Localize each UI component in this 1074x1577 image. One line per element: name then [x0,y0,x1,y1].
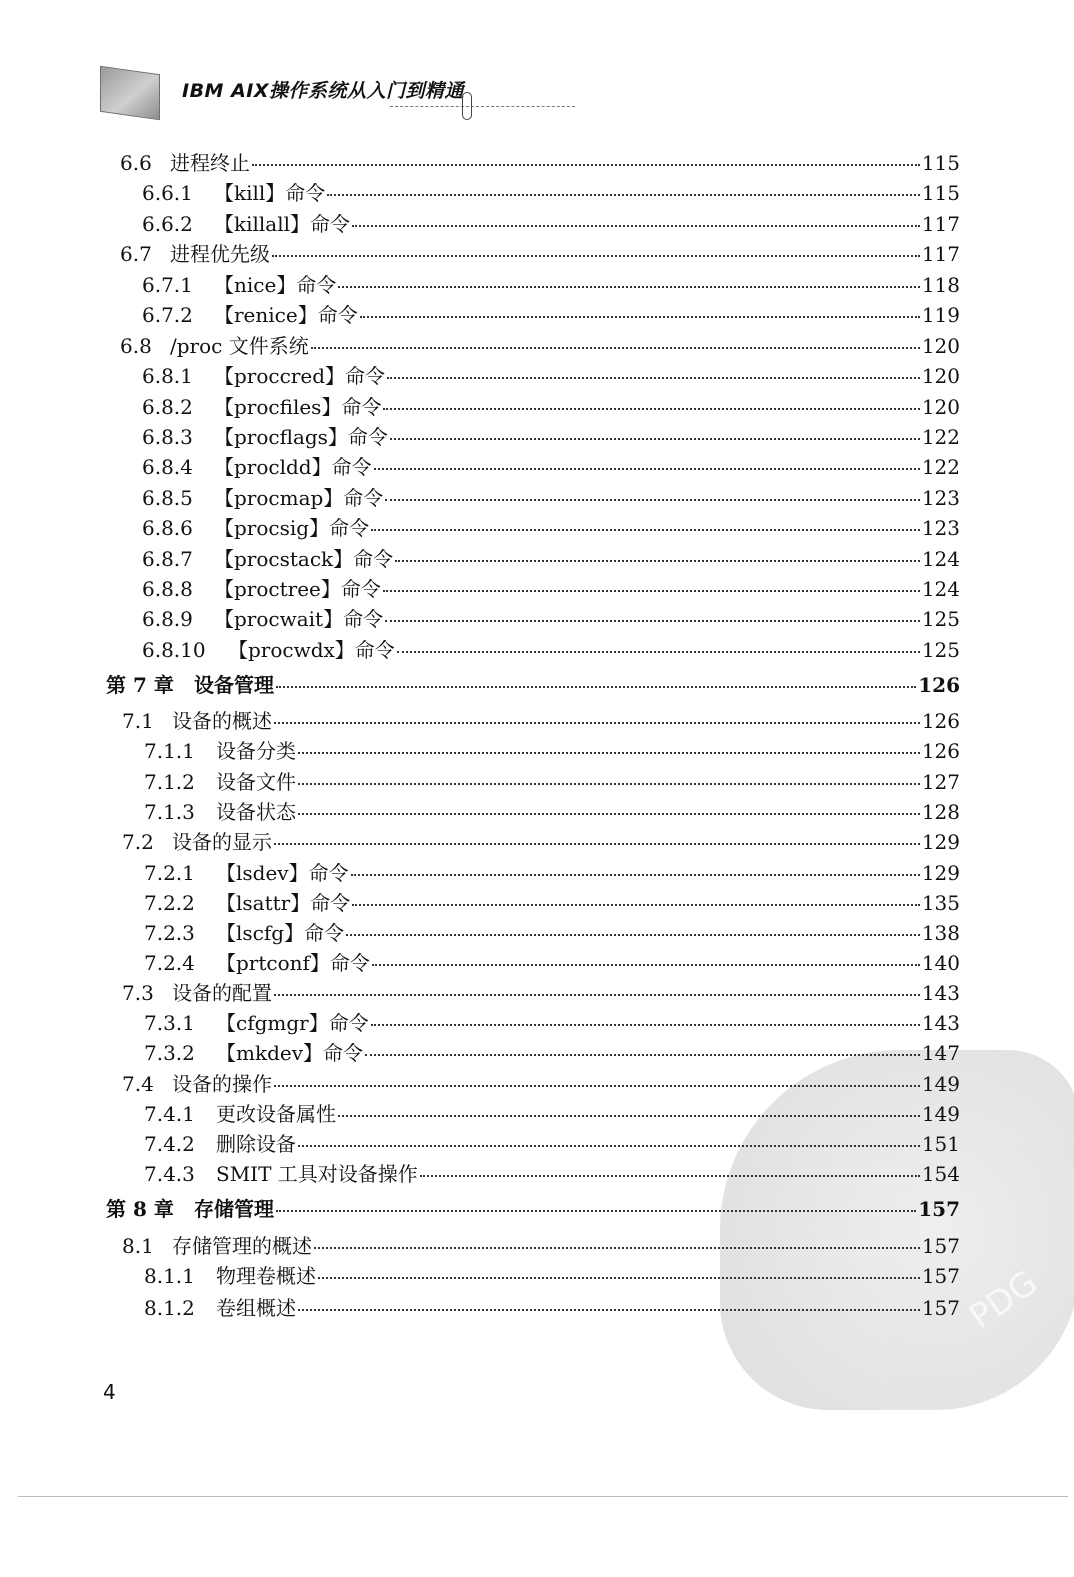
toc-page-number: 157 [921,1234,960,1258]
toc-leader-dots [274,993,920,996]
toc-number: 6.8.9 [142,607,193,631]
toc-page-number: 129 [921,830,960,854]
header-rule [390,106,575,107]
toc-title: SMIT 工具对设备操作 [216,1162,418,1186]
toc-entry [144,1040,960,1066]
toc-title: 【prtconf】命令 [216,951,370,975]
toc-page-number: 149 [921,1072,960,1096]
toc-entry [144,738,960,764]
toc-title: 【procstack】命令 [214,547,394,571]
toc-leader-dots [365,1053,920,1056]
toc-entry [142,485,960,511]
toc-leader-dots [272,254,920,257]
toc-number: 7.2.1 [144,861,195,885]
toc-entry [144,769,960,795]
toc-page-number: 123 [921,516,960,540]
toc-page-number: 120 [921,364,960,388]
toc-title: 设备的配置 [172,981,272,1005]
toc-leader-dots [383,589,920,592]
toc-entry [144,1131,960,1157]
toc-title: 删除设备 [216,1132,296,1156]
toc-leader-dots [383,407,919,410]
toc-number: 7.1.1 [144,739,195,763]
toc-title: 【procwait】命令 [214,607,384,631]
toc-title: 设备文件 [216,770,296,794]
toc-page-number: 120 [921,395,960,419]
toc-title: 【kill】命令 [214,181,326,205]
toc-leader-dots [372,963,920,966]
toc-leader-dots [360,315,920,318]
toc-entry [144,950,960,976]
toc-leader-dots [338,1114,920,1117]
toc-title: 【renice】命令 [214,303,358,327]
toc-leader-dots [352,903,920,906]
toc-entry [144,1101,960,1127]
toc-title: 【procflags】命令 [214,425,388,449]
toc-page-number: 119 [921,303,960,327]
toc-page-number: 135 [921,891,960,915]
toc-number: 7.3 [122,981,154,1005]
toc-entry [144,1161,960,1187]
toc-entry [144,890,960,916]
toc-title: 进程终止 [170,151,250,175]
toc-page-number: 147 [921,1041,960,1065]
toc-number: 6.8.2 [142,395,193,419]
paperclip-icon [462,92,472,120]
toc-title: 【procmap】命令 [214,486,384,510]
toc-leader-dots [327,193,920,196]
toc-chapter-entry [106,672,960,698]
toc-title: 设备的显示 [172,830,272,854]
toc-entry [144,1263,960,1289]
toc-leader-dots [351,873,920,876]
toc-number: 7.3.2 [144,1041,195,1065]
toc-page-number: 125 [921,607,960,631]
toc-entry [142,363,960,389]
toc-leader-dots [298,812,920,815]
toc-page-number: 157 [921,1264,960,1288]
toc-number: 6.8.6 [142,516,193,540]
toc-entry [120,150,960,176]
toc-leader-dots [338,285,919,288]
toc-page-number: 118 [921,273,960,297]
toc-leader-dots [314,1246,920,1249]
toc-title: 【proccred】命令 [214,364,386,388]
toc-page-number: 117 [921,212,960,236]
toc-number: 6.8 [120,334,152,358]
toc-entry [122,980,960,1006]
toc-entry [144,1010,960,1036]
toc-leader-dots [274,721,920,724]
toc-number: 6.8.10 [142,638,206,662]
toc-entry [142,211,960,237]
toc-leader-dots [420,1174,920,1177]
toc-title: 更改设备属性 [216,1102,336,1126]
toc-number: 第 8 章 [106,1197,174,1221]
toc-leader-dots [252,163,920,166]
toc-page-number: 122 [921,455,960,479]
toc-title: 【lsdev】命令 [216,861,349,885]
toc-title: 【lsattr】命令 [216,891,351,915]
toc-page-number: 126 [921,709,960,733]
toc-page-number: 143 [921,1011,960,1035]
toc-title: 设备的操作 [172,1072,272,1096]
toc-number: 6.8.4 [142,455,193,479]
toc-title: 【procfiles】命令 [214,395,382,419]
toc-chapter-entry [106,1196,960,1222]
toc-title: 【killall】命令 [214,212,351,236]
toc-leader-dots [318,1276,920,1279]
toc-title: 进程优先级 [170,242,270,266]
toc-title: 【nice】命令 [214,273,337,297]
toc-title: 设备的概述 [172,709,272,733]
toc-entry [144,920,960,946]
toc-leader-dots [274,1084,920,1087]
toc-leader-dots [385,498,920,501]
toc-page-number: 124 [921,547,960,571]
toc-leader-dots [276,1209,916,1212]
toc-leader-dots [397,650,920,653]
toc-number: 6.8.1 [142,364,193,388]
toc-number: 6.8.8 [142,577,193,601]
page-number: 4 [103,1380,116,1404]
toc-leader-dots [274,842,920,845]
toc-entry [142,546,960,572]
toc-entry [144,1295,960,1321]
toc-number: 7.1.2 [144,770,195,794]
toc-number: 7.2.2 [144,891,195,915]
toc-entry [120,241,960,267]
toc-entry [142,272,960,298]
toc-title: 存储管理的概述 [172,1234,312,1258]
toc-title: /proc 文件系统 [170,334,309,358]
toc-number: 7.3.1 [144,1011,195,1035]
toc-number: 7.2.3 [144,921,195,945]
toc-title: 设备管理 [194,673,274,697]
toc-title: 【procsig】命令 [214,516,370,540]
toc-title: 设备状态 [216,800,296,824]
toc-leader-dots [395,559,920,562]
toc-number: 6.7 [120,242,152,266]
toc-page-number: 124 [921,577,960,601]
toc-title: 设备分类 [216,739,296,763]
toc-number: 6.8.3 [142,425,193,449]
toc-title: 存储管理 [194,1197,274,1221]
toc-number: 7.2.4 [144,951,195,975]
toc-leader-dots [346,933,920,936]
toc-entry [122,708,960,734]
toc-leader-dots [298,782,920,785]
toc-entry [120,333,960,359]
toc-page-number: 140 [921,951,960,975]
toc-entry [142,454,960,480]
toc-title: 【cfgmgr】命令 [216,1011,369,1035]
toc-leader-dots [387,376,920,379]
toc-leader-dots [352,224,920,227]
toc-leader-dots [298,1144,920,1147]
toc-title: 【proctree】命令 [214,577,381,601]
toc-page-number: 117 [921,242,960,266]
toc-number: 6.8.5 [142,486,193,510]
toc-page-number: 120 [921,334,960,358]
toc-page-number: 143 [921,981,960,1005]
toc-page-number: 115 [921,151,960,175]
toc-number: 7.4 [122,1072,154,1096]
toc-page-number: 126 [921,739,960,763]
toc-leader-dots [371,1023,920,1026]
toc-leader-dots [311,346,920,349]
toc-entry [144,860,960,886]
toc-number: 7.4.3 [144,1162,195,1186]
toc-number: 6.7.1 [142,273,193,297]
toc-leader-dots [374,467,920,470]
header-tab-graphic [100,66,160,120]
toc-entry [142,180,960,206]
toc-title: 【mkdev】命令 [216,1041,364,1065]
toc-number: 6.6.2 [142,212,193,236]
toc-entry [122,1071,960,1097]
toc-page-number: 123 [921,486,960,510]
toc-entry [142,394,960,420]
toc-leader-dots [298,751,920,754]
toc-leader-dots [298,1308,920,1311]
toc-page-number: 122 [921,425,960,449]
toc-number: 第 7 章 [106,673,174,697]
toc-page-number: 129 [921,861,960,885]
toc-page-number: 115 [921,181,960,205]
toc-leader-dots [385,619,920,622]
toc-entry [142,576,960,602]
toc-number: 7.1 [122,709,154,733]
toc-entry [142,606,960,632]
toc-leader-dots [276,685,916,688]
toc-page-number: 138 [921,921,960,945]
toc-title: 【procldd】命令 [214,455,372,479]
toc-title: 卷组概述 [216,1296,296,1320]
toc-number: 6.6 [120,151,152,175]
toc-number: 7.2 [122,830,154,854]
toc-page-number: 154 [921,1162,960,1186]
toc-page-number: 157 [921,1296,960,1320]
toc-page-number: 125 [921,638,960,662]
book-title: IBM AIX操作系统从入门到精通 [182,80,464,102]
watermark-text: PDG [962,1262,1045,1338]
toc-entry [142,515,960,541]
toc-number: 7.1.3 [144,800,195,824]
toc-page-number: 126 [918,673,960,697]
toc-number: 6.6.1 [142,181,193,205]
toc-title: 【procwdx】命令 [228,638,395,662]
toc-entry [142,424,960,450]
toc-page-number: 149 [921,1102,960,1126]
toc-title: 物理卷概述 [216,1264,316,1288]
toc-leader-dots [390,437,920,440]
toc-leader-dots [371,528,920,531]
toc-entry [142,302,960,328]
toc-page-number: 128 [921,800,960,824]
toc-entry [144,799,960,825]
toc-page-number: 157 [918,1197,960,1221]
toc-entry [142,637,960,663]
toc-number: 6.7.2 [142,303,193,327]
toc-page-number: 151 [921,1132,960,1156]
toc-title: 【lscfg】命令 [216,921,345,945]
toc-number: 7.4.1 [144,1102,195,1126]
toc-page-number: 127 [921,770,960,794]
toc-number: 8.1.1 [144,1264,195,1288]
bottom-rule [18,1496,1068,1497]
toc-entry [122,1233,960,1259]
toc-number: 6.8.7 [142,547,193,571]
toc-number: 8.1 [122,1234,154,1258]
running-header [100,64,580,124]
toc-number: 7.4.2 [144,1132,195,1156]
toc-number: 8.1.2 [144,1296,195,1320]
toc-entry [122,829,960,855]
